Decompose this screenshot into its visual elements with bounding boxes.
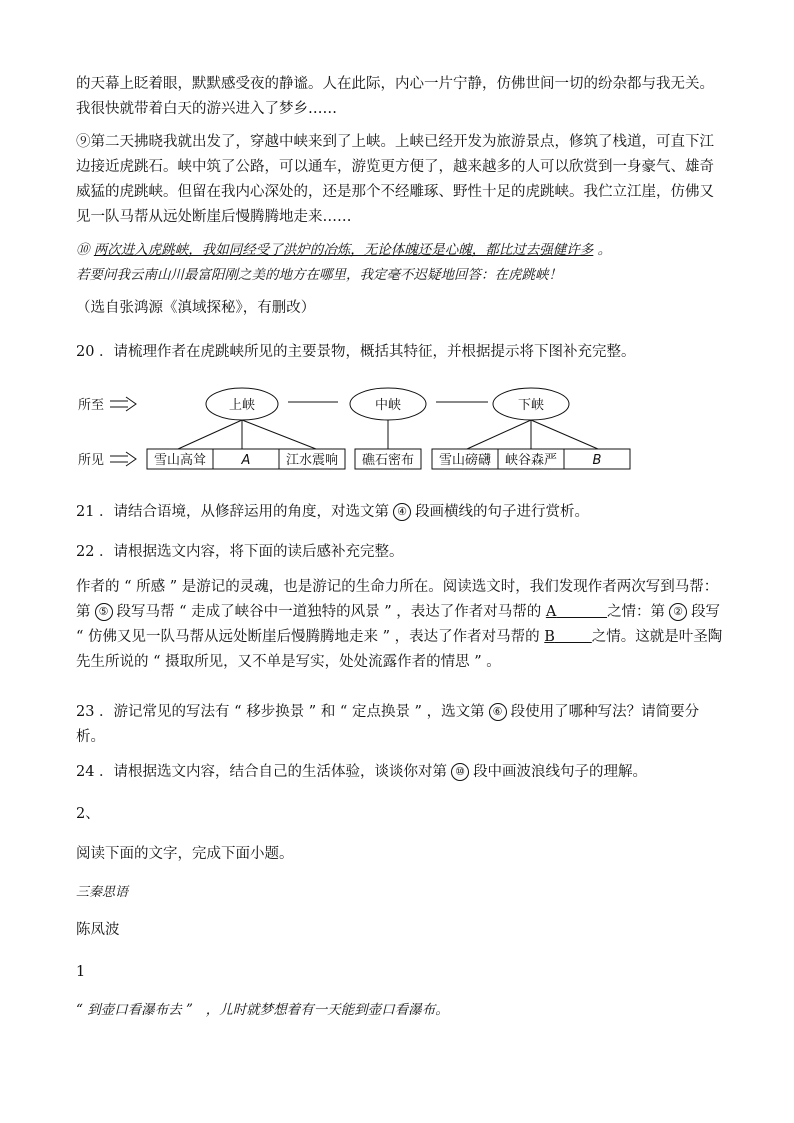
box-canyon-stern: 峡谷森严 xyxy=(504,453,558,468)
reading-instruction: 阅读下面的文字，完成下面小题。 xyxy=(76,846,294,862)
blank-b: B xyxy=(544,629,555,645)
question-21-text: 21 ．请结合语境，从修辞运用的角度，对选文第 xyxy=(76,504,390,520)
circled-number: ④ xyxy=(393,503,411,521)
box-snow-mountain-majestic: 雪山磅礴 xyxy=(438,453,492,468)
label-see: 所见 xyxy=(78,453,105,468)
circled-number: ② xyxy=(669,603,687,621)
label-to: 所至 xyxy=(78,398,105,413)
blank-a-line xyxy=(556,604,607,620)
arrow-see-icon xyxy=(110,452,136,466)
essay-text-4: 段写 “ 仿佛又见一队马帮从远处断崖后慢腾腾地走来 ” ，表达了作者对马帮的 xyxy=(76,604,721,645)
scenery-diagram xyxy=(70,380,640,480)
source-note: （选自张鸿源《滇域探秘》，有删改） xyxy=(76,300,316,316)
article-part-number: 1 xyxy=(76,964,86,980)
node-middle-gorge: 中峡 xyxy=(374,398,402,413)
question-22: 22 ．请根据选文内容，将下面的读后感补充完整。 xyxy=(76,544,404,560)
question-21 xyxy=(76,500,726,525)
circled-number: ⑥ xyxy=(489,703,507,721)
article-title: 三秦思语 xyxy=(76,885,129,900)
question-24 xyxy=(76,760,726,785)
box-dense-reefs: 礁石密布 xyxy=(361,453,415,468)
section-2-number: 2、 xyxy=(76,806,100,822)
essay-text-2: 段写马帮 “ 走成了峡谷中一道独特的风景 ” ，表达了作者对马帮的 xyxy=(116,604,542,620)
question-21-text-end: 段画横线的句子进行赏析。 xyxy=(415,504,590,520)
arrow-to-icon xyxy=(110,397,136,411)
first-line-rest: ，儿时就梦想着有一天能到壶口看瀑布。 xyxy=(205,1002,449,1018)
paragraph-9: ⑨第二天拂晓我就出发了，穿越中峡来到了上峡。上峡已经开发为旅游景点，修筑了栈道，可直下江边接近虎跳石。峡中筑了公路，可以通车，游览更方便了，越来越多的人可以欣赏到一身豪气、雄奇威猛的虎跳峡。但留在我内心深处的，还是那个不经雕琢、野性十足的虎跳峡。我伫立江崖，仿佛又见一队马帮从远处断崖后慢腾腾地走来…… xyxy=(76,134,714,225)
essay-text-3: 之情：第 xyxy=(607,604,666,620)
paragraph-10 xyxy=(76,238,726,288)
node-upper-gorge: 上峡 xyxy=(228,398,256,413)
box-river-roar: 江水震响 xyxy=(285,453,339,468)
essay-text-5: 之情。这就是叶圣陶先生所说的 “ 摄取所见，又不单是写实，处处流露作者的情思 ” 。 xyxy=(76,629,723,670)
paragraph-10-period: 。 xyxy=(597,242,612,258)
paragraph-10-line2: 若要问我云南山川最富阳刚之美的地方在哪里，我定毫不迟疑地回答：在虎跳峡！ xyxy=(76,267,562,283)
paragraph-8-tail: 的天幕上眨着眼，默默感受夜的静谧。人在此际，内心一片宁静，仿佛世间一切的纷杂都与我无关。我很快就带着白天的游兴进入了梦乡…… xyxy=(76,76,714,117)
essay-text-1: 作者的 “ 所感 ” 是游记的灵魂，也是游记的生命力所在。阅读选文时，我们发现作者两次写到马帮：第 xyxy=(76,579,719,620)
box-blank-b: B xyxy=(592,453,602,468)
question-23-text-end: 段使用了哪种写法？请简要分析。 xyxy=(76,704,700,745)
essay-passage xyxy=(76,575,726,675)
question-23 xyxy=(76,700,726,750)
question-24-text: 24 ．请根据选文内容，结合自己的生活体验，谈谈你对第 xyxy=(76,764,448,780)
question-20: 20 ．请梳理作者在虎跳峡所见的主要景物，概括其特征，并根据提示将下图补充完整。 xyxy=(76,344,636,360)
article-author: 陈凤波 xyxy=(76,922,120,938)
question-23-text: 23 ．游记常见的写法有 “ 移步换景 ” 和 “ 定点换景 ” ，选文第 xyxy=(76,704,485,720)
article-first-line xyxy=(76,998,726,1023)
node-lower-gorge: 下峡 xyxy=(517,398,545,413)
box-blank-a: A xyxy=(241,453,251,468)
circled-number: ⑤ xyxy=(95,603,113,621)
wavy-underlined-sentence: 两次进入虎跳峡，我如同经受了洪炉的冶炼，无论体魄还是心魄，都比过去强健许多 xyxy=(93,242,594,258)
paragraph-10-line1 xyxy=(76,238,726,263)
quoted-phrase: “ 到壶口看瀑布去 ” xyxy=(76,1002,193,1018)
circled-number: ⑩ xyxy=(451,763,469,781)
box-snow-mountain-tall: 雪山高耸 xyxy=(153,453,207,468)
blank-b-line xyxy=(555,629,592,645)
paragraph-10-number: ⑩ xyxy=(76,242,90,258)
blank-a: A xyxy=(545,604,557,620)
question-24-text-end: 段中画波浪线句子的理解。 xyxy=(473,764,648,780)
